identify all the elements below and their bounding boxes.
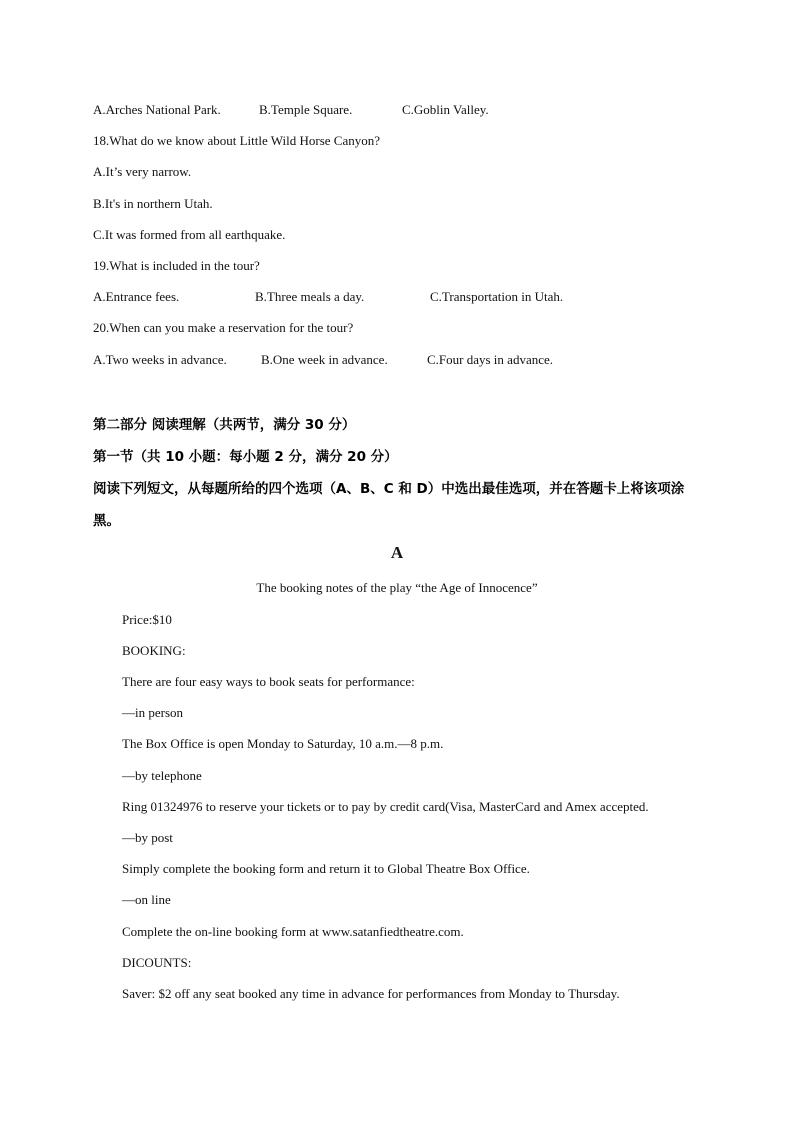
section1-title: 第一节（共 10 小题：每小题 2 分，满分 20 分）: [93, 449, 398, 465]
telephone-text: Ring 01324976 to reserve your tickets or to pay by credit card(Visa, MasterCard and Amex accepted.: [122, 799, 649, 814]
in-person-heading: —in person: [122, 705, 184, 720]
instruction-line-1: 阅读下列短文，从每题所给的四个选项（A、B、C 和 D）中选出最佳选项，并在答题卡上将该项涂: [93, 481, 685, 497]
q20-option-b: B.One week in advance.: [261, 352, 388, 367]
price-line: Price:$10: [122, 612, 172, 627]
q18-option-b: B.It's in northern Utah.: [93, 196, 213, 211]
q19-option-a: A.Entrance fees.: [93, 289, 180, 304]
passage-letter: A: [390, 543, 404, 562]
q17-option-a: A.Arches National Park.: [93, 102, 221, 117]
passage-title: The booking notes of the play “the Age of Innocence”: [256, 580, 538, 595]
q18-option-c: C.It was formed from all earthquake.: [93, 227, 286, 242]
booking-heading: BOOKING:: [122, 643, 186, 658]
q20-option-c: C.Four days in advance.: [427, 352, 554, 367]
q18-question: 18.What do we know about Little Wild Horse Canyon?: [93, 133, 380, 148]
q17-option-c: C.Goblin Valley.: [402, 102, 489, 117]
online-text: Complete the on-line booking form at www.satanfiedtheatre.com.: [122, 924, 464, 939]
telephone-heading: —by telephone: [122, 768, 202, 783]
saver-text: Saver: $2 off any seat booked any time in advance for performances from Monday to Thursday.: [122, 986, 620, 1001]
booking-intro: There are four easy ways to book seats for performance:: [122, 674, 415, 689]
q17-option-b: B.Temple Square.: [259, 102, 353, 117]
online-heading: —on line: [122, 892, 171, 907]
instruction-line-2: 黑。: [93, 513, 120, 529]
q18-option-a: A.It’s very narrow.: [93, 164, 192, 179]
post-text: Simply complete the booking form and return it to Global Theatre Box Office.: [122, 861, 530, 876]
q19-question: 19.What is included in the tour?: [93, 258, 260, 273]
q19-option-c: C.Transportation in Utah.: [430, 289, 564, 304]
q20-question: 20.When can you make a reservation for the tour?: [93, 320, 354, 335]
q20-option-a: A.Two weeks in advance.: [93, 352, 227, 367]
post-heading: —by post: [122, 830, 173, 845]
discounts-heading: DICOUNTS:: [122, 955, 192, 970]
in-person-text: The Box Office is open Monday to Saturday, 10 a.m.—8 p.m.: [122, 736, 444, 751]
q19-option-b: B.Three meals a day.: [255, 289, 365, 304]
part2-title: 第二部分 阅读理解（共两节，满分 30 分）: [93, 417, 356, 433]
